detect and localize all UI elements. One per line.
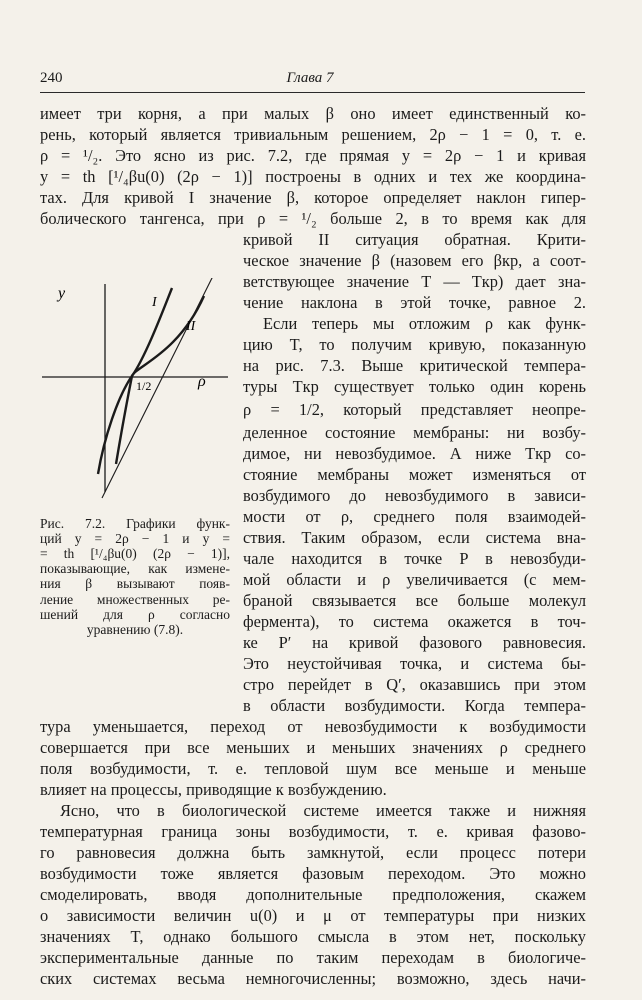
figure-caption-line: шений для ρ согласно	[40, 607, 230, 622]
text-line: чение наклона в этой точке, равное 2.	[243, 293, 586, 312]
text-line: Ясно, что в биологической системе имеется также и нижняя	[60, 801, 586, 820]
text-line: цию T, то получим кривую, показанную	[243, 335, 586, 354]
text-line: смоделировать, вводя дополнительные предположения, скажем	[40, 885, 586, 904]
figure-caption-line: уравнению (7.8).	[86, 622, 184, 637]
header-rule	[40, 92, 585, 93]
text-line: кривой II ситуация обратная. Крити-	[243, 230, 586, 249]
text-line: Это неустойчивая точка, и система бы-	[243, 654, 586, 673]
text-line: ρ = ¹/₂. Это ясно из рис. 7.2, где прямая y = 2ρ − 1 и кривая	[40, 146, 586, 165]
text-line: на рис. 7.3. Выше критической темпера-	[243, 356, 586, 375]
text-line: имеет три корня, а при малых β оно имеет единственный ко-	[40, 104, 586, 123]
text-line: возбудимости тоже является фазовым переходом. Это можно	[40, 864, 586, 883]
text-line: болического тангенса, при ρ = ¹/₂ больше 2, в то время как для	[40, 209, 586, 228]
text-line: фермента), то система окажется в точ-	[243, 612, 586, 631]
chapter-title: Глава 7	[286, 70, 334, 86]
text-line: деленное состояние мембраны: ни возбу-	[243, 423, 586, 442]
curve-label-II: II	[186, 319, 196, 334]
text-line: чале находится в точке P в невозбуди-	[243, 549, 586, 568]
text-line: влияет на процессы, приводящие к возбуждению.	[40, 780, 387, 799]
text-line: ских системах весьма немногочисленны; возможно, здесь начи-	[40, 969, 586, 988]
text-line: ствия. Таким образом, если система вна-	[243, 528, 586, 547]
text-line: мости от ρ, среднего поля взаимодей-	[243, 507, 586, 526]
text-line: значениях T, однако большого смысла в этом нет, поскольку	[40, 927, 586, 946]
text-line: браной связывается все больше молекул	[243, 591, 586, 610]
text-line: температурная граница зоны возбудимости, т. е. кривая фазово-	[40, 822, 586, 841]
text-line: ρ = 1/2, который представляет неопре-	[243, 400, 586, 419]
text-line: экспериментальные данные по таким переходам в биологиче-	[40, 948, 586, 967]
axis-label-rho: ρ	[198, 373, 206, 390]
page-header	[40, 70, 580, 92]
axis-label-y: y	[58, 285, 66, 302]
tick-label-half: 1/2	[136, 379, 152, 393]
figure-caption-line: ния β вызывают появ-	[40, 576, 230, 591]
figure-caption-line: показывающие, как измене-	[40, 561, 230, 576]
text-line: о зависимости величин u(0) и μ от температуры при низких	[40, 906, 586, 925]
text-line: ветствующее значение T — Tкр) дает зна-	[243, 272, 586, 291]
text-line: мой области и ρ увеличивается (с мем-	[243, 570, 586, 589]
figure-7-2-graph	[40, 278, 230, 500]
text-line: совершается при все меньших и меньших значениях ρ среднего	[40, 738, 586, 757]
text-line: тура уменьшается, переход от невозбудимости к возбудимости	[40, 717, 586, 736]
text-line: возбудимого до невозбудимого в зависи-	[243, 486, 586, 505]
figure-caption-line: ление множественных ре-	[40, 592, 230, 607]
curve-label-I: I	[152, 295, 157, 310]
text-line: туры Tкр существует только один корень	[243, 377, 586, 396]
text-line: y = th [¹/₄βu(0) (2ρ − 1)] построены в одних и тех же координа-	[40, 167, 586, 186]
figure-caption-line: Рис. 7.2. Графики функ-	[40, 516, 230, 531]
figure-caption-line: = th [¹/₄βu(0) (2ρ − 1)],	[40, 546, 230, 561]
page-number: 240	[40, 70, 63, 86]
text-line: ке P′ на кривой фазового равновесия.	[243, 633, 586, 652]
text-line: Если теперь мы отложим ρ как функ-	[263, 314, 586, 333]
text-line: стояние мембраны может изменяться от	[243, 465, 586, 484]
text-line: рень, который является тривиальным решением, 2ρ − 1 = 0, т. е.	[40, 125, 586, 144]
text-line: тах. Для кривой I значение β, которое определяет наклон гипер-	[40, 188, 586, 207]
figure-caption-line: ций y = 2ρ − 1 и y =	[40, 531, 230, 546]
text-line: димое, ни невозбудимое. А ниже Tкр со-	[243, 444, 586, 463]
text-line: в области возбудимости. Когда темпера-	[243, 696, 586, 715]
text-line: поля возбудимости, т. е. тепловой шум все меньше и меньше	[40, 759, 586, 778]
text-line: го равновесия должна быть замкнутой, если процесс потери	[40, 843, 586, 862]
text-line: ческое значение β (назовем его βкр, а соот-	[243, 251, 586, 270]
text-line: стро перейдет в Q′, оказавшись при этом	[243, 675, 586, 694]
